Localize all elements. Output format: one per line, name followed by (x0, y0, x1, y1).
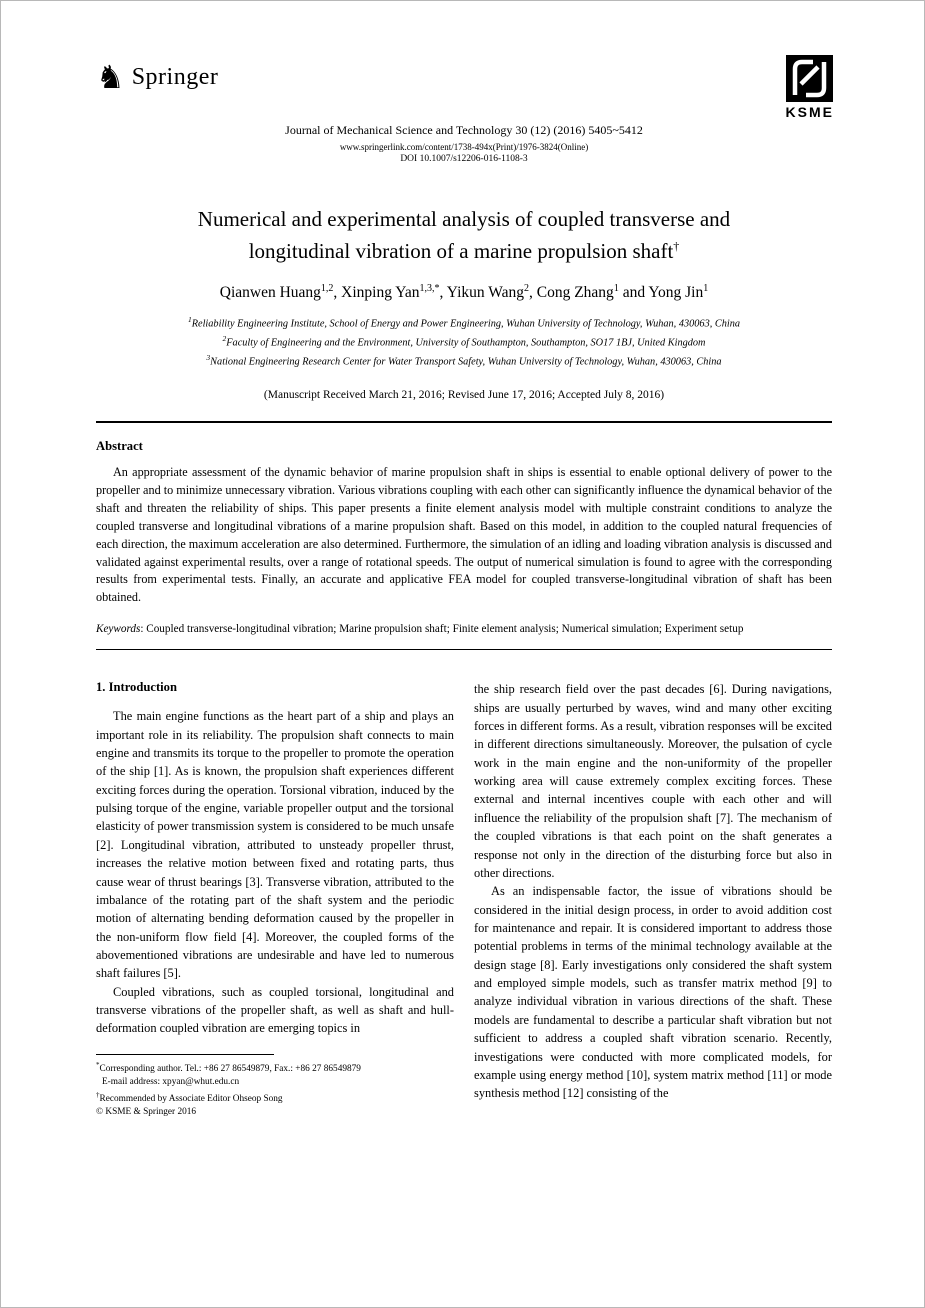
keywords-bottom-rule (96, 649, 832, 650)
springer-horse-icon: ♞ (96, 59, 125, 95)
affiliations (96, 314, 832, 371)
paper-title-line1: Numerical and experimental analysis of coupled transverse and (197, 207, 731, 231)
section-1-heading: 1. Introduction (96, 680, 177, 695)
abstract-top-rule (96, 421, 832, 423)
left-column-paragraph-1: The main engine functions as the heart part of a ship and plays an important role in its reliability. The propulsion shaft connects to main engine and transmits its torque to the propeller to promote the operation of the ship [1]. As is known, the propulsion shaft experiences different exciting forces during the operation. Torsional vibration, induced by the pulsing torque of the engine, variable propeller output and the torsional elasticity of power transmission system is considered to be much unsafe [2]. Longitudinal vibration, attributed to unsteady propeller thrust, increases the relative motion between fixed and rotating parts, thus cause wear of thrust bearings [3]. Transverse vibration, attributed to the imbalance of the rotating part of the shaft system and the periodic motion of alternating bending deformation caused by the propeller in the non-uniform flow field [4]. Moreover, the coupled forms of the abovementioned vibrations are undesirable and have led to numerous shaft failures [5]. (96, 709, 454, 981)
abstract-text: An appropriate assessment of the dynamic behavior of marine propulsion shaft in ships is essential to enable optional delivery of power to the propeller and to minimize unnecessary vibration. Various vibrations coupling with each other can significantly influence the dynamical behavior of the shaft and threaten the reliability of ships. This paper presents a finite element analysis model with multiple constraint conditions to analyze the coupled transverse and longitudinal vibrations of a marine propulsion shaft. Based on this model, in addition to the coupled natural frequencies of each direction, the maximum acceleration are also determined. Furthermore, the simulation of an idling and loading vibration analysis is discussed and validated against experimental results, over a range of rotational speeds. The output of numerical simulation is found to agree with the corresponding results from experimental tests. Finally, an accurate and applicative FEA model for coupled transverse-longitudinal vibration of shaft has been obtained. (96, 464, 832, 605)
author: Qianwen Huang$^{1,2}$, (219, 283, 342, 302)
affiliation-2: $^2$Faculty of Engineering and the Environment, University of Southampton, Southampton, SO17 1BJ, United Kingdom (222, 334, 706, 349)
author: Cong Zhang$^1$ and (536, 283, 649, 302)
journal-doi: DOI 10.1007/s12206-016-1108-3 (400, 154, 528, 164)
footnotes (96, 1054, 454, 1120)
author: Xinping Yan$^{1,3,*}$, (341, 283, 447, 302)
affiliation-3: $^3$National Engineering Research Center for Water Transport Safety, Wuhan University of Technology, Wuhan, 430063, China (206, 352, 722, 368)
left-column (96, 680, 454, 1120)
author: Yikun Wang$^2$, (446, 283, 537, 302)
page-content (96, 1, 832, 1120)
springer-logo-text: Springer (131, 63, 219, 90)
footnote-rule (96, 1054, 274, 1055)
keywords-line (96, 623, 832, 635)
abstract-heading: Abstract (96, 438, 143, 453)
journal-info (96, 123, 832, 164)
paper-title-line2: longitudinal vibration of a marine propulsion shaft (248, 238, 674, 263)
title-dagger-mark: † (673, 238, 680, 253)
author-byline (96, 283, 832, 302)
affiliation-1: $^1$Reliability Engineering Institute, School of Energy and Power Engineering, Wuhan University of Technology, Wuhan, 430063, China (187, 315, 741, 330)
paper-title (96, 204, 832, 267)
journal-url: www.springerlink.com/content/1738-494x(Print)/1976-3824(Online) (339, 142, 589, 152)
footnote-copyright: © KSME & Springer 2016 (96, 1107, 197, 1118)
manuscript-history: (Manuscript Received March 21, 2016; Revised June 17, 2016; Accepted July 8, 2016) (263, 388, 665, 401)
left-column-paragraph-2: Coupled vibrations, such as coupled torsional, longitudinal and transverse vibrations of the propeller shaft, as well as shaft and hull-deformation coupled vibration are emerging topics in (96, 984, 454, 1036)
ksme-logo-text: KSME (785, 104, 834, 120)
right-column-paragraph-2: As an indispensable factor, the issue of vibrations should be considered in the initial design process, in order to avoid addition cost for maintenance and repair. It is considered important to address those potential problems in terms of the minimal technology available at the design stage [8]. Early investigations only considered the shaft system and employed simple models, such as transfer matrix method [9] to analyze individual vibration in various directions of the shaft. These models are fundamental to describe a particular shaft vibration but not sufficient to address a coupled shaft vibration scenario. Recently, investigations were conducted with more complicated models, for example using energy method [10], system matrix method [11] or mode synthesis method [12] consisting of the (474, 884, 832, 1101)
keywords-list: : Coupled transverse-longitudinal vibration; Marine propulsion shaft; Finite element analysis; Numerical simulation; Experiment setup (140, 623, 744, 636)
keywords-label: Keywords (96, 623, 141, 636)
right-column-paragraph-1: the ship research field over the past decades [6]. During navigations, ships are usually perturbed by waves, wind and many other exciting forces in different forms. As a result, vibration responses will be excited in different directions simultaneously. Moreover, the pulsation of cycle work in the main engine and the non-uniformity of the propeller working area will cause extremely complex exciting forces. These external and internal incentives couple with each other and will influence the reliability of the propulsion shaft [7]. The mechanism of the coupled vibrations is that each point on the shaft generates a response not only in the direction of the disturbing force but also in other directions. (474, 682, 832, 880)
author: Yong Jin$^1$ (648, 283, 709, 302)
journal-citation: Journal of Mechanical Science and Technology 30 (12) (2016) 5405~5412 (285, 123, 643, 137)
footnote-editor: †Recommended by Associate Editor Ohseop Song (96, 1090, 283, 1104)
right-column (474, 680, 832, 1120)
body-columns (96, 680, 832, 1120)
footnote-email: E-mail address: xpyan@whut.edu.cn (102, 1077, 240, 1088)
footnote-corresponding-author: *Corresponding author. Tel.: +86 27 86549879, Fax.: +86 27 86549879 (96, 1060, 361, 1074)
